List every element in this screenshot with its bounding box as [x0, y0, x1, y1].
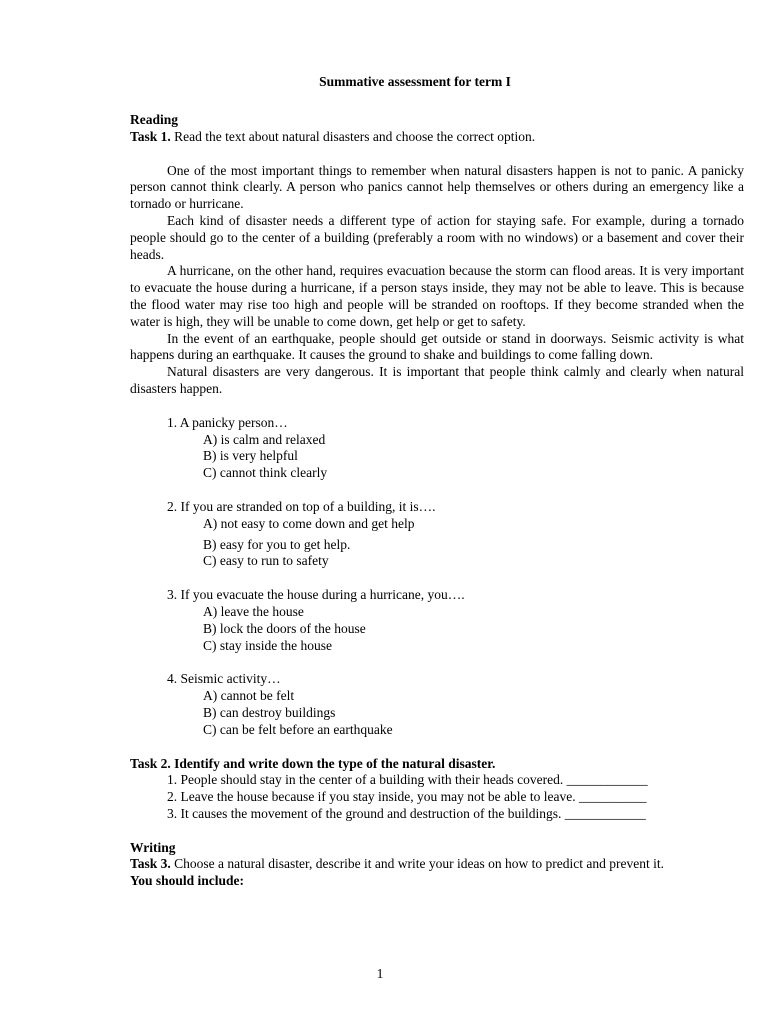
- task3-instruction: [130, 856, 744, 873]
- question-option: A) is calm and relaxed: [203, 431, 326, 447]
- reading-paragraph: In the event of an earthquake, people should get outside or stand in doorways. Seismic activity is what happens during an earthquake. It causes the ground to shake and buildings to come falling down.: [130, 330, 744, 363]
- task3-label: Task 3.: [130, 856, 171, 872]
- question-1: 1. A panicky person…: [167, 414, 288, 430]
- task1-label: Task 1.: [130, 128, 171, 144]
- reading-paragraph: Each kind of disaster needs a different type of action for staying safe. For example, during a tornado people should go to the center of a building (preferably a room with no windows) or a basement and cover their heads.: [130, 212, 744, 262]
- question-option: B) easy for you to get help.: [203, 536, 351, 552]
- task2-item: 1. People should stay in the center of a building with their heads covered. ____________: [167, 772, 648, 788]
- question-option: A) not easy to come down and get help: [203, 515, 415, 531]
- page-number: 1: [376, 966, 384, 981]
- question-option: B) lock the doors of the house: [203, 620, 366, 636]
- task1-text: Read the text about natural disasters and choose the correct option.: [170, 128, 536, 144]
- task2-item: 2. Leave the house because if you stay inside, you may not be able to leave. __________: [167, 789, 647, 805]
- question-option: C) stay inside the house: [203, 637, 332, 653]
- question-option: C) can be felt before an earthquake: [203, 721, 393, 737]
- question-4: 4. Seismic activity…: [167, 671, 281, 687]
- document-title: Summative assessment for term I: [319, 74, 511, 89]
- question-option: A) leave the house: [203, 603, 304, 619]
- question-option: B) can destroy buildings: [203, 704, 336, 720]
- question-option: C) easy to run to safety: [203, 553, 329, 569]
- reading-paragraph: One of the most important things to remember when natural disasters happen is not to panic. A panicky person cannot think clearly. A person who panics cannot help themselves or others during an emergency like a tornado or hurricane.: [130, 162, 744, 212]
- question-option: C) cannot think clearly: [203, 465, 328, 481]
- question-option: B) is very helpful: [203, 448, 298, 464]
- document-body: [130, 112, 744, 890]
- question-2: 2. If you are stranded on top of a building, it is….: [167, 498, 436, 514]
- reading-paragraph: Natural disasters are very dangerous. It is important that people think calmly and clearly when natural disasters happen.: [130, 364, 744, 396]
- reading-paragraph: A hurricane, on the other hand, requires evacuation because the storm can flood areas. It is very important to evacuate the house during a hurricane, if a person stays inside, they may not be able to leave. This is because the flood water may rise too high and people will be stranded on rooftops. If they become stranded when the water is high, they will be unable to come down, get help or get to safety.: [130, 263, 744, 329]
- task3-text: Choose a natural disaster, describe it and write your ideas on how to predict and prevent it.: [170, 856, 664, 872]
- include-label: You should include:: [130, 873, 245, 889]
- task2-item: 3. It causes the movement of the ground and destruction of the buildings. ____________: [167, 805, 646, 821]
- task2-heading: Task 2. Identify and write down the type of the natural disaster.: [130, 755, 496, 771]
- reading-heading: Reading: [130, 112, 179, 127]
- writing-heading: Writing: [130, 839, 176, 855]
- question-option: A) cannot be felt: [203, 688, 295, 704]
- task1-instruction: [130, 129, 744, 146]
- question-3: 3. If you evacuate the house during a hurricane, you….: [167, 587, 465, 603]
